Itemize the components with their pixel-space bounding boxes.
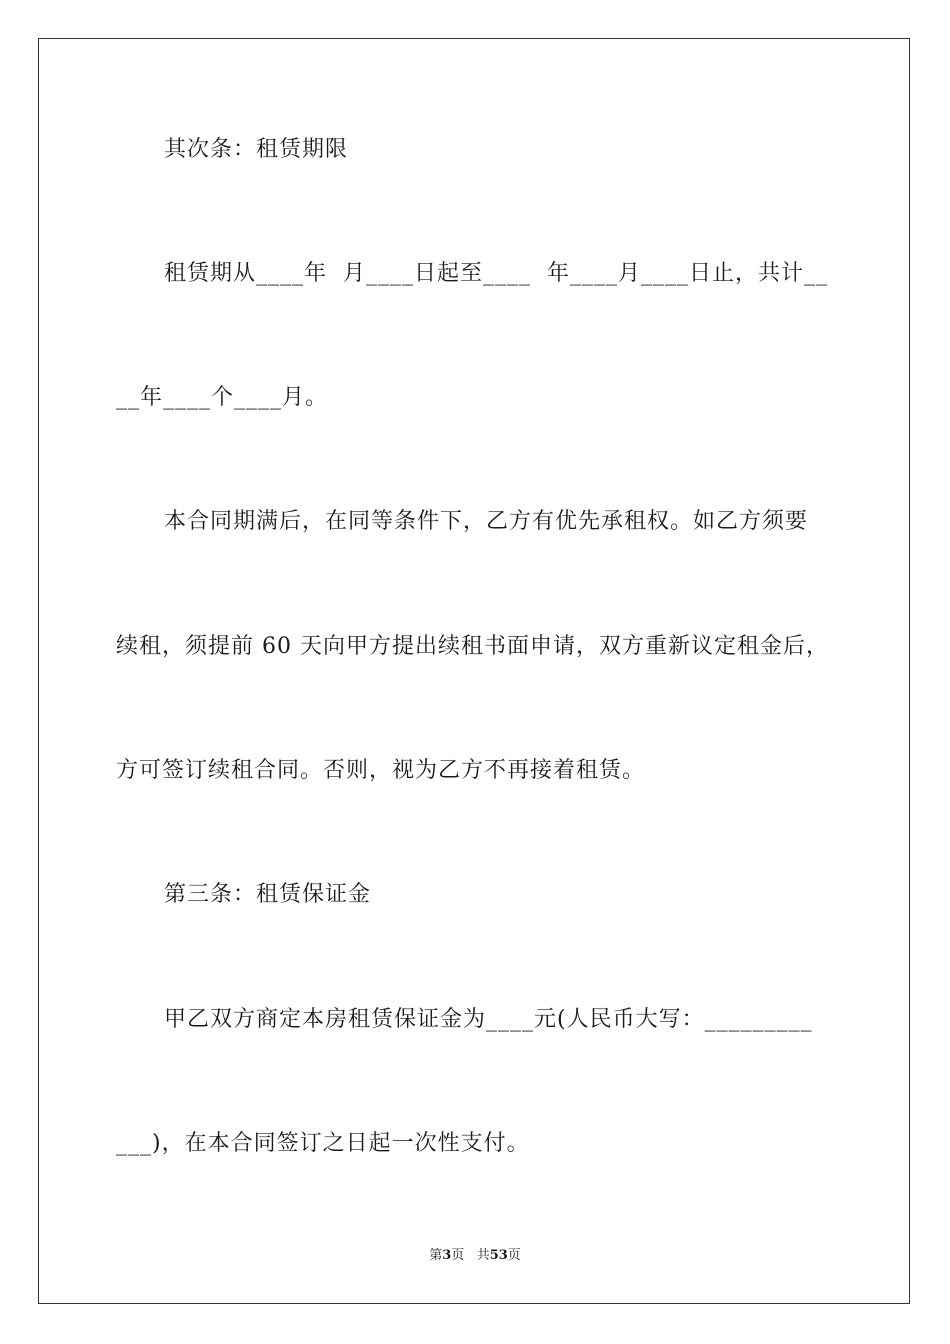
- page-border: [38, 38, 910, 1304]
- page-total: 53: [489, 1248, 508, 1263]
- paragraph-line: 本合同期满后，在同等条件下，乙方有优先承租权。如乙方须要: [164, 509, 809, 534]
- paragraph-line: 租赁期从____年 月____日起至____ 年____月____日止，共计__: [164, 261, 828, 286]
- total-suffix: 页: [507, 1248, 521, 1263]
- section-heading-lease-term: 其次条：租赁期限: [164, 137, 349, 162]
- paragraph-line: __年____个____月。: [116, 385, 329, 410]
- page-suffix: 页: [451, 1248, 465, 1263]
- paragraph-line: ___)，在本合同签订之日起一次性支付。: [116, 1131, 530, 1156]
- paragraph-line: 方可签订续租合同。否则，视为乙方不再接着租赁。: [116, 758, 646, 783]
- paragraph-line: 甲乙双方商定本房租赁保证金为____元(人民币大写：_________: [164, 1007, 813, 1032]
- page-footer: [0, 1247, 950, 1265]
- paragraph-line: 续租，须提前 60 天向甲方提出续租书面申请，双方重新议定租金后，: [116, 634, 829, 659]
- section-heading-deposit: 第三条：租赁保证金: [164, 882, 372, 907]
- total-prefix: 共: [476, 1248, 490, 1263]
- page-current: 3: [442, 1248, 452, 1263]
- page-prefix: 第: [429, 1248, 443, 1263]
